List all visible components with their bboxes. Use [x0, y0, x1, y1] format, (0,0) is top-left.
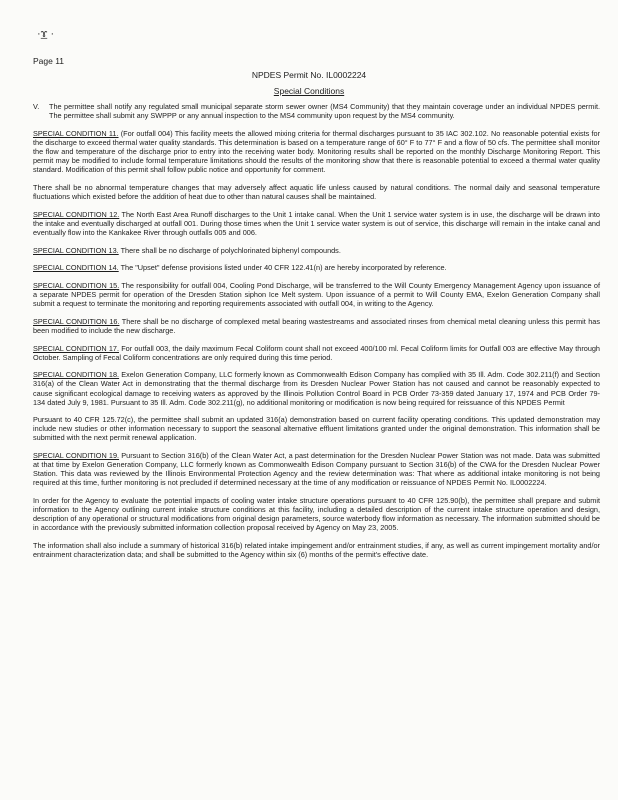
special-condition-15 — [33, 281, 600, 308]
paragraph — [33, 415, 600, 442]
condition-text: The North East Area Runoff discharges to the Unit 1 intake canal. When the Unit 1 service water system is in use, the discharge will be drawn into the intake and eventually discharged at outfall 001. During those times when the Unit 1 service water system is out of service, this discharge will remain in the intake canal and eventually flow into the Kankakee River through outfalls 005 and 006. — [33, 209, 600, 237]
condition-text: The responsibility for outfall 004, Cooling Pond Discharge, will be transferred to the Will County Emergency Management Agency upon issuance of a separate NPDES permit for operation of the Dresden Station siphon Ice Melt system. Upon issuance of a permit to Will County EMA, Exelon Generation Company shall submit a request to terminate the monitoring and reporting requirements associated with outfall 004, in writing to the Agency. — [33, 280, 600, 309]
condition-label: SPECIAL CONDITION 17. — [33, 343, 120, 353]
condition-text: Exelon Generation Company, LLC formerly known as Commonwealth Edison Company has complied with 35 Ill. Adm. Code 302.211(f) and Section 316(a) of the Clean Water Act in demonstrating that the thermal discharge from its Dresden Nuclear Power Station has not caused and cannot be reasonably expected to cause significant ecological damage to receiving waters as approved by the Illinois Pollution Control Board in PCB Order 73-359 dated January 17, 1974 and PCB Order 79-134 dated July 9, 1981. Pursuant to 35 Ill. Adm. Code 302.211(g), no additional monitoring or modification is now being required for reissuance of this NPDES Permit — [33, 370, 600, 407]
condition-text: There shall be no discharge of polychlorinated biphenyl compounds. — [118, 245, 341, 255]
condition-text: For outfall 003, the daily maximum Fecal Coliform count shall not exceed 400/100 ml. Fecal Coliform limits for Outfall 003 are effective May through October. Sampling of Fecal Coliform concentrations are only required during this time period. — [33, 343, 600, 362]
special-condition-14 — [33, 263, 600, 272]
item-v — [33, 102, 600, 120]
paragraph-text: The information shall also include a summary of historical 316(b) related intake impingement and/or entrainment studies, if any, as well as current impingement mortality and/or entrainment characterization data; and shall be submitted to the Agency within six (6) months of the permit's effective date. — [33, 541, 600, 560]
condition-text: (For outfall 004) This facility meets the allowed mixing criteria for thermal discharges pursuant to 35 IAC 302.102. No reasonable potential exists for the discharge to exceed thermal water quality standards. This determination is based on a temperature range of 60° F to 77° F and a flow of 50 cfs. The permittee shall monitor the flow and temperature of the discharge prior to entry into the receiving water body. Monitoring results shall be reported on the monthly Discharge Monitoring Report. This permit may be modified to include formal temperature limitations should the results of the monitoring show that there is reasonable potential to exceed a thermal water quality standard. Modification of this permit shall follow public notice and opportunity for comment. — [33, 128, 601, 175]
special-condition-18 — [33, 370, 600, 406]
permit-number: NPDES Permit No. IL0002224 — [251, 70, 367, 80]
document-body — [33, 102, 600, 568]
special-condition-13 — [33, 246, 600, 255]
condition-text: Pursuant to Section 316(b) of the Clean Water Act, a past determination for the Dresden Nuclear Power Station was not made. Data was submitted at that time by Exelon Generation Company, LLC formerly known as Commonwealth Edison Company pursuant to Section 316(b) of the CWA for the Dresden Nuclear Power Station. This data was reviewed by the Illinois Environmental Protection Agency and the review determination was: That where as additional intake monitoring is not being required at this time, further monitoring is not precluded if determined necessary at the time of any modification or reissuance of NPDES Permit No. IL0002224. — [33, 451, 600, 488]
condition-label: SPECIAL CONDITION 13. — [33, 245, 119, 255]
paragraph — [33, 541, 600, 559]
condition-label: SPECIAL CONDITION 16. — [33, 316, 120, 326]
paragraph-text: Pursuant to 40 CFR 125.72(c), the permittee shall submit an updated 316(a) demonstration based on current facility operating conditions. This updated demonstration may include new studies or other information necessary to support the seasonal alternative effluent limitations granted under the original demonstration. This information shall be submitted with the next permit renewal application. — [33, 415, 600, 443]
special-condition-11 — [33, 129, 600, 174]
condition-label: SPECIAL CONDITION 12. — [33, 209, 120, 219]
paragraph-text: There shall be no abnormal temperature changes that may adversely affect aquatic life unless caused by natural conditions. The normal daily and seasonal temperature fluctuations which existed before the addition of heat due to other than natural causes shall be maintained. — [33, 182, 600, 201]
special-condition-12 — [33, 210, 600, 237]
condition-text: There shall be no discharge of complexed metal bearing wastestreams and associated rinses from chemical metal cleaning unless this permit has been modified to include the new discharge. — [33, 316, 600, 335]
section-title: Special Conditions — [273, 86, 345, 96]
paragraph-text: In order for the Agency to evaluate the potential impacts of cooling water intake structure operations pursuant to 40 CFR 125.90(b), the permittee shall prepare and submit information to the Agency outlining current intake structure conditions at this facility, including a detailed description of the current intake structure operation and design, description of any operational or structural modifications from original design parameters, source waterbody flow information as necessary. The information submitted should be in accordance with the previously submitted information collection proposal received by Agency on May 23, 2005. — [33, 496, 600, 533]
special-condition-16 — [33, 317, 600, 335]
item-v-label: V. — [33, 102, 40, 111]
paragraph — [33, 496, 600, 532]
special-condition-19 — [33, 451, 600, 487]
condition-label: SPECIAL CONDITION 15. — [33, 280, 120, 290]
condition-label: SPECIAL CONDITION 11. — [33, 128, 119, 138]
paragraph — [33, 183, 600, 201]
special-condition-17 — [33, 344, 600, 362]
scan-mark: ·ɤ̲ · — [37, 28, 55, 40]
condition-label: SPECIAL CONDITION 19. — [33, 451, 120, 461]
page-number: Page 11 — [33, 56, 65, 66]
item-v-text: The permittee shall notify any regulated small municipal separate storm sewer owner (MS4 Community) that they maintain coverage under an individual NPDES permit. The permittee shall submit any SWPPP or any annual inspection to the MS4 community upon request by the MS4 community. — [49, 102, 600, 121]
condition-label: SPECIAL CONDITION 18. — [33, 370, 120, 380]
condition-label: SPECIAL CONDITION 14. — [33, 263, 119, 273]
condition-text: The "Upset" defense provisions listed under 40 CFR 122.41(n) are hereby incorporated by reference. — [118, 263, 447, 273]
